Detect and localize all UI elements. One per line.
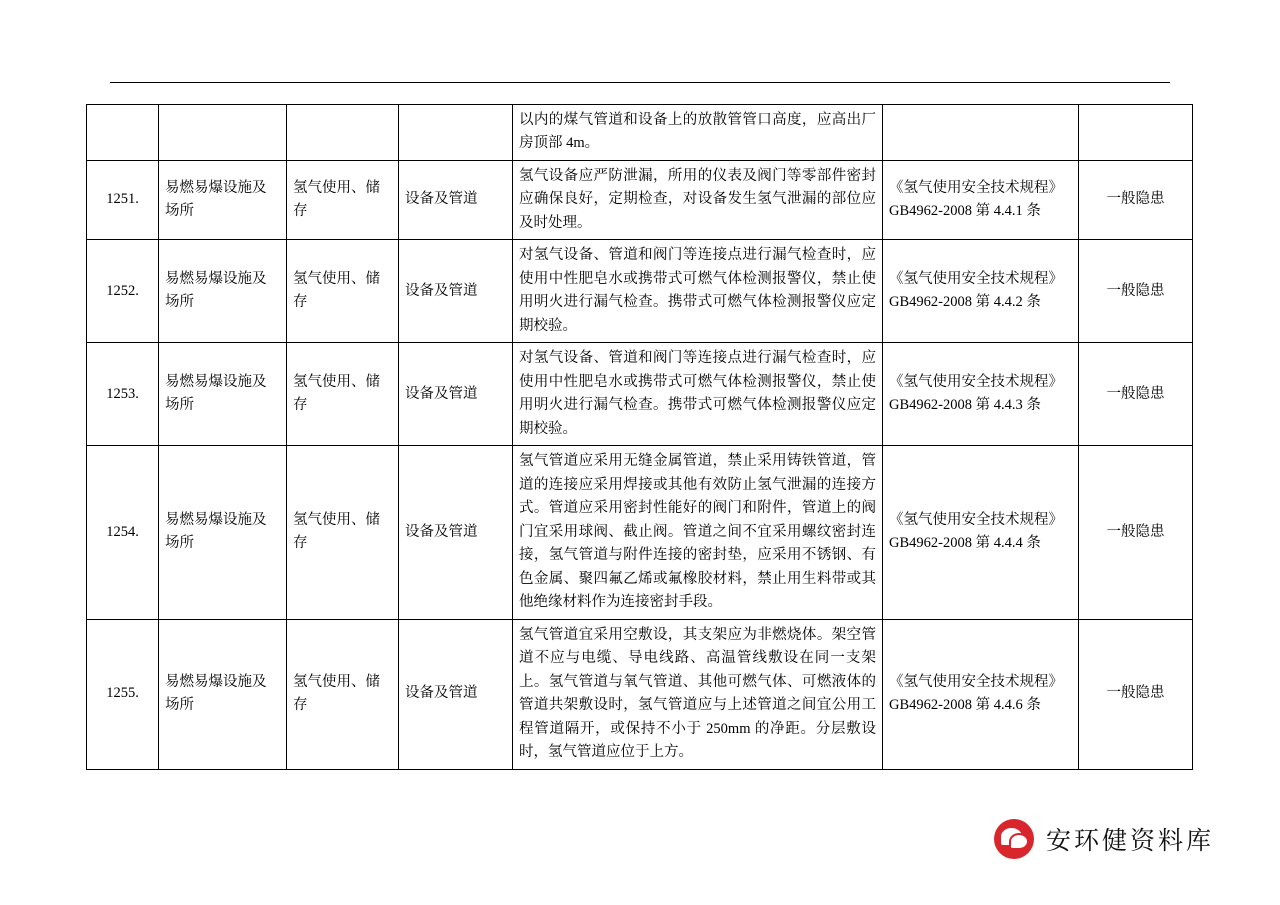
cell-category (159, 105, 287, 161)
cell-subcategory: 氢气使用、储存 (287, 446, 399, 619)
cell-basis: 《氢气使用安全技术规程》GB4962-2008 第 4.4.4 条 (883, 446, 1079, 619)
cell-object: 设备及管道 (399, 160, 513, 239)
brand-name: 安环健资料库 (1045, 828, 1214, 855)
cell-basis: 《氢气使用安全技术规程》GB4962-2008 第 4.4.3 条 (883, 343, 1079, 446)
cell-basis: 《氢气使用安全技术规程》GB4962-2008 第 4.4.2 条 (883, 240, 1079, 343)
cell-no (87, 105, 159, 161)
cell-level: 一般隐患 (1079, 343, 1193, 446)
cell-object: 设备及管道 (399, 343, 513, 446)
table-row (87, 343, 1193, 446)
cell-object: 设备及管道 (399, 240, 513, 343)
cell-basis: 《氢气使用安全技术规程》GB4962-2008 第 4.4.1 条 (883, 160, 1079, 239)
hazard-table-container (86, 104, 1192, 770)
cell-description: 氢气设备应严防泄漏，所用的仪表及阀门等零部件密封应确保良好，定期检查，对设备发生氢气泄漏的部位应及时处理。 (513, 160, 883, 239)
table-row (87, 240, 1193, 343)
cell-category: 易燃易爆设施及场所 (159, 619, 287, 769)
table-row (87, 446, 1193, 619)
cell-level: 一般隐患 (1079, 160, 1193, 239)
cell-no: 1254. (87, 446, 159, 619)
cell-category: 易燃易爆设施及场所 (159, 446, 287, 619)
cell-no: 1252. (87, 240, 159, 343)
cell-subcategory: 氢气使用、储存 (287, 619, 399, 769)
cell-object: 设备及管道 (399, 619, 513, 769)
cell-subcategory: 氢气使用、储存 (287, 160, 399, 239)
cell-object (399, 105, 513, 161)
cell-level (1079, 105, 1193, 161)
table-row (87, 105, 1193, 161)
cell-subcategory (287, 105, 399, 161)
cell-description: 以内的煤气管道和设备上的放散管管口高度，应高出厂房顶部 4m。 (513, 105, 883, 161)
cell-description: 对氢气设备、管道和阀门等连接点进行漏气检查时，应使用中性肥皂水或携带式可燃气体检测报警仪，禁止使用明火进行漏气检查。携带式可燃气体检测报警仪应定期校验。 (513, 240, 883, 343)
cell-category: 易燃易爆设施及场所 (159, 160, 287, 239)
cell-description: 氢气管道应采用无缝金属管道，禁止采用铸铁管道，管道的连接应采用焊接或其他有效防止氢气泄漏的连接方式。管道应采用密封性能好的阀门和附件，管道上的阀门宜采用球阀、截止阀。管道之间不宜采用螺纹密封连接，氢气管道与附件连接的密封垫，应采用不锈钢、有色金属、聚四氟乙烯或氟橡胶材料，禁止用生料带或其他绝缘材料作为连接密封手段。 (513, 446, 883, 619)
cell-subcategory: 氢气使用、储存 (287, 343, 399, 446)
cell-description: 对氢气设备、管道和阀门等连接点进行漏气检查时，应使用中性肥皂水或携带式可燃气体检测报警仪，禁止使用明火进行漏气检查。携带式可燃气体检测报警仪应定期校验。 (513, 343, 883, 446)
cell-no: 1255. (87, 619, 159, 769)
cell-description: 氢气管道宜采用空敷设，其支架应为非燃烧体。架空管道不应与电缆、导电线路、高温管线敷设在同一支架上。氢气管道与氧气管道、其他可燃气体、可燃液体的管道共架敷设时，氢气管道应与上述管道之间宜公用工程管道隔开，或保持不小于 250mm 的净距。分层敷设时，氢气管道应位于上方。 (513, 619, 883, 769)
cell-category: 易燃易爆设施及场所 (159, 240, 287, 343)
cell-level: 一般隐患 (1079, 240, 1193, 343)
footer-brand (994, 819, 1214, 859)
cell-no: 1251. (87, 160, 159, 239)
cell-level: 一般隐患 (1079, 619, 1193, 769)
cell-category: 易燃易爆设施及场所 (159, 343, 287, 446)
wechat-icon (994, 819, 1034, 859)
hazard-table (86, 104, 1193, 770)
cell-object: 设备及管道 (399, 446, 513, 619)
header-rule (110, 82, 1170, 83)
cell-basis: 《氢气使用安全技术规程》GB4962-2008 第 4.4.6 条 (883, 619, 1079, 769)
cell-level: 一般隐患 (1079, 446, 1193, 619)
table-row (87, 619, 1193, 769)
cell-no: 1253. (87, 343, 159, 446)
table-row (87, 160, 1193, 239)
cell-subcategory: 氢气使用、储存 (287, 240, 399, 343)
cell-basis (883, 105, 1079, 161)
